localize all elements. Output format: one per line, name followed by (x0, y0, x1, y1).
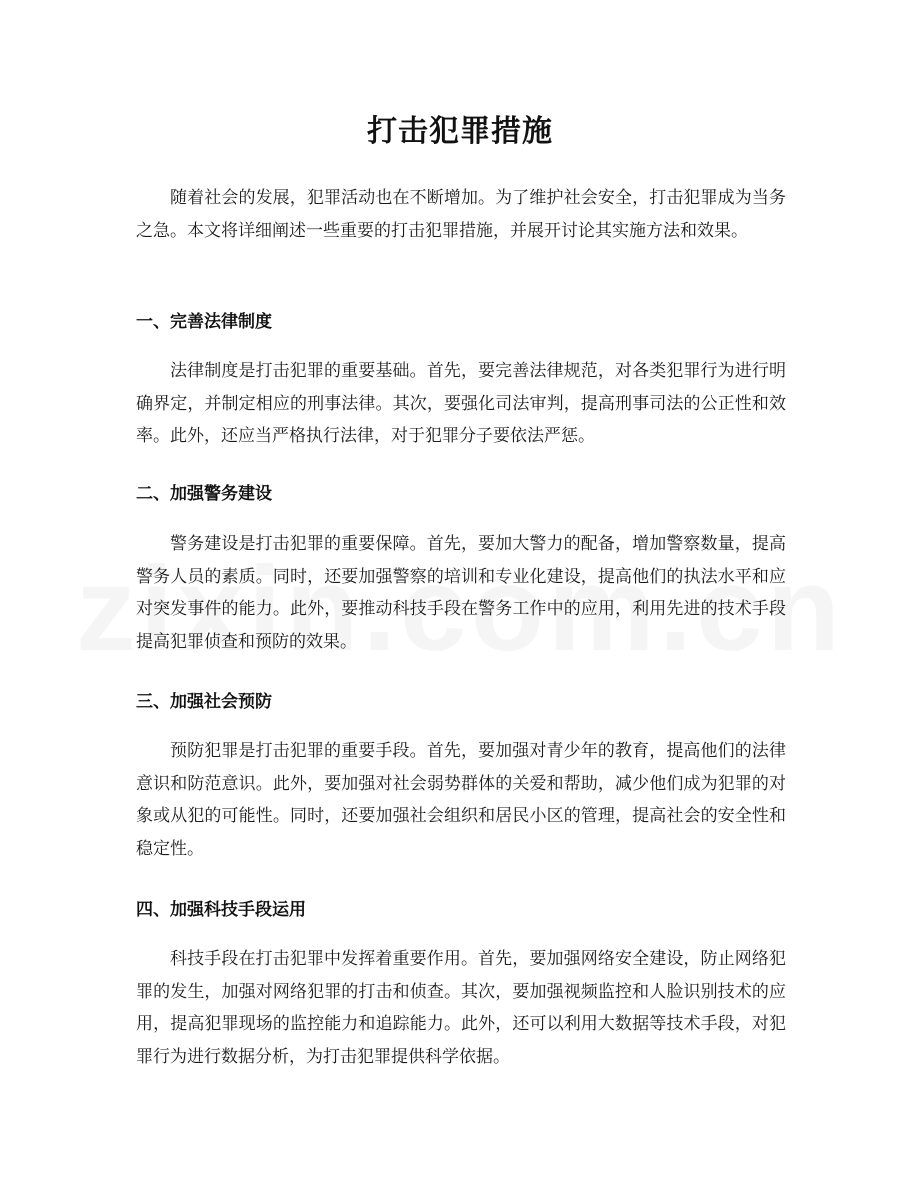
section-body-2: 警务建设是打击犯罪的重要保障。首先，要加大警力的配备，增加警察数量，提高警务人员的素质。同时，还要加强警察的培训和专业化建设，提高他们的执法水平和应对突发事件的能力。此外，要推动科技手段在警务工作中的应用，利用先进的技术手段提高犯罪侦查和预防的效果。 (136, 534, 786, 652)
section-body-1: 法律制度是打击犯罪的重要基础。首先，要完善法律规范，对各类犯罪行为进行明确界定，并制定相应的刑事法律。其次，要强化司法审判，提高刑事司法的公正性和效率。此外，还应当严格执行法律，对于犯罪分子要依法严惩。 (136, 361, 786, 446)
section-heading-3: 三、加强社会预防 (136, 692, 272, 712)
intro-paragraph: 随着社会的发展，犯罪活动也在不断增加。为了维护社会安全，打击犯罪成为当务之急。本文将详细阐述一些重要的打击犯罪措施，并展开讨论其实施方法和效果。 (136, 188, 786, 241)
section-heading-1: 一、完善法律制度 (136, 312, 272, 332)
section-body-3: 预防犯罪是打击犯罪的重要手段。首先，要加强对青少年的教育，提高他们的法律意识和防范意识。此外，要加强对社会弱势群体的关爱和帮助，减少他们成为犯罪的对象或从犯的可能性。同时，还要加强社会组织和居民小区的管理，提高社会的安全性和稳定性。 (136, 741, 786, 859)
page-title: 打击犯罪措施 (367, 114, 553, 149)
section-heading-2: 二、加强警务建设 (136, 484, 272, 504)
section-body-4: 科技手段在打击犯罪中发挥着重要作用。首先，要加强网络安全建设，防止网络犯罪的发生，加强对网络犯罪的打击和侦查。其次，要加强视频监控和人脸识别技术的应用，提高犯罪现场的监控能力和追踪能力。此外，还可以利用大数据等技术手段，对犯罪行为进行数据分析，为打击犯罪提供科学依据。 (136, 949, 786, 1067)
section-heading-4: 四、加强科技手段运用 (136, 900, 306, 920)
